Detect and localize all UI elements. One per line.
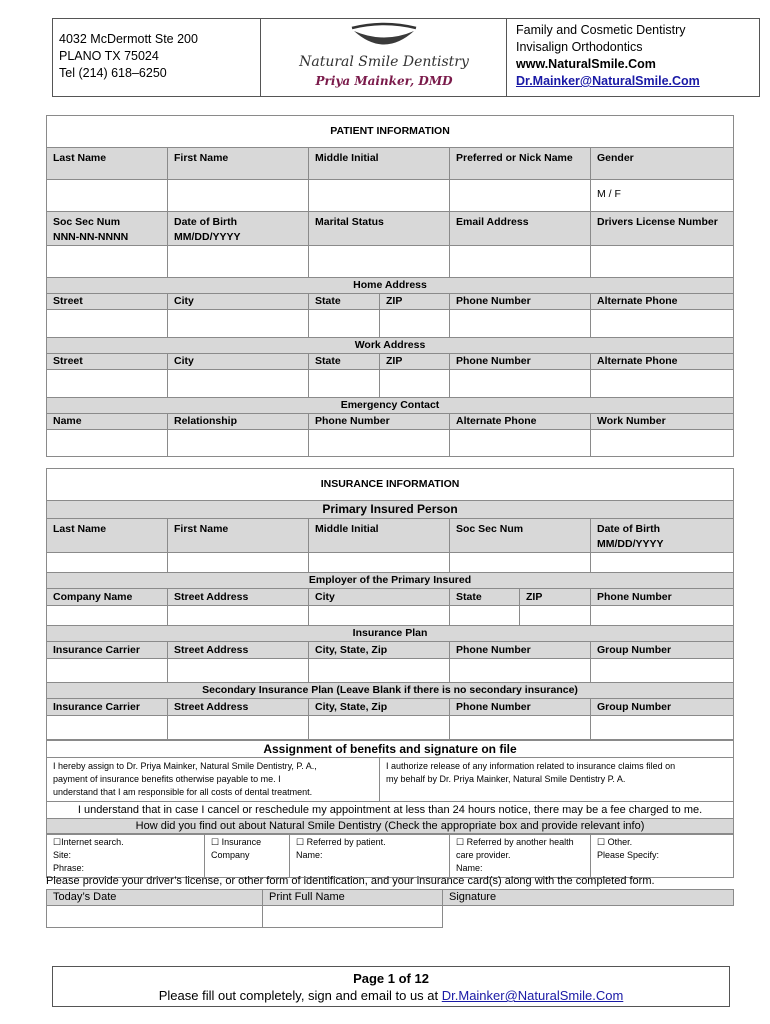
field-last-name[interactable] (47, 180, 168, 212)
cancel-notice: I understand that in case I cancel or reschedule my appointment at less than 24 hours notice, there may be a fee charged to me. (47, 802, 734, 819)
work-field-alt-phone[interactable] (591, 370, 734, 398)
plan-label-street: Street Address (168, 642, 309, 659)
emp-field-city[interactable] (309, 606, 450, 626)
home-label-zip: ZIP (380, 294, 450, 310)
work-label-street: Street (47, 354, 168, 370)
label-nickname: Preferred or Nick Name (450, 148, 591, 180)
plan-label-group: Group Number (591, 642, 734, 659)
option-patient-checkbox[interactable]: ☐ Referred by patient. (296, 837, 386, 847)
ins-field-dob[interactable] (591, 553, 734, 573)
label-gender: Gender (591, 148, 734, 180)
field-license[interactable] (591, 246, 734, 278)
emp-label-company: Company Name (47, 589, 168, 606)
how-found-title: How did you find out about Natural Smile Dentistry (Check the appropriate box and provide relevant info) (47, 819, 734, 835)
field-middle-initial[interactable] (309, 180, 450, 212)
field-ssn[interactable] (47, 246, 168, 278)
plan-field-city-state-zip[interactable] (309, 659, 450, 683)
ins-label-dob-format: MM/DD/YYYY (597, 538, 664, 550)
label-middle-initial: Middle Initial (309, 148, 450, 180)
label-dob-text: Date of Birth (174, 216, 237, 228)
option-provider-name: Name: (456, 863, 483, 873)
provide-id-text: Please provide your driver’s license, or other form of identification, and your insurance card(s) along with the completed form. (46, 875, 655, 887)
sec-field-phone[interactable] (450, 716, 591, 740)
emerg-field-name[interactable] (47, 430, 168, 457)
assignment-table (46, 740, 734, 835)
assignment-title: Assignment of benefits and signature on file (47, 741, 734, 758)
label-last-name: Last Name (47, 148, 168, 180)
work-label-state: State (309, 354, 380, 370)
label-dob-format: MM/DD/YYYY (174, 231, 241, 243)
work-label-alt-phone: Alternate Phone (591, 354, 734, 370)
fill-instructions-text: Please fill out completely, sign and email to us at (158, 988, 442, 1003)
label-marital-status: Marital Status (309, 212, 450, 246)
assign-left-line3: understand that I am responsible for all costs of dental treatment. (53, 787, 313, 797)
field-first-name[interactable] (168, 180, 309, 212)
website-text: www.NaturalSmile.Com (516, 57, 656, 71)
logo-name: Natural Smile Dentistry (299, 54, 469, 70)
option-patient-referral[interactable] (290, 834, 450, 878)
assignment-right-text (380, 758, 734, 802)
work-address-title: Work Address (47, 338, 734, 354)
smile-logo-icon (344, 22, 424, 52)
option-provider-text: care provider. (456, 850, 511, 860)
emerg-field-work[interactable] (591, 430, 734, 457)
home-field-street[interactable] (47, 310, 168, 338)
label-ssn-format: NNN-NN-NNNN (53, 231, 129, 243)
page-footer-box (52, 966, 730, 1007)
work-label-phone: Phone Number (450, 354, 591, 370)
home-label-phone: Phone Number (450, 294, 591, 310)
emerg-field-phone[interactable] (309, 430, 450, 457)
field-gender[interactable]: M / F (591, 180, 734, 212)
option-other-specify: Please Specify: (597, 850, 660, 860)
home-label-alt-phone: Alternate Phone (591, 294, 734, 310)
ins-label-ssn: Soc Sec Num (450, 519, 591, 553)
plan-field-carrier[interactable] (47, 659, 168, 683)
insurance-plan-title: Insurance Plan (47, 626, 734, 642)
option-insurance[interactable] (205, 834, 290, 878)
assignment-left-text (47, 758, 380, 802)
ins-field-ssn[interactable] (450, 553, 591, 573)
work-field-state[interactable] (309, 370, 380, 398)
plan-label-city-state-zip: City, State, Zip (309, 642, 450, 659)
home-field-zip[interactable] (380, 310, 450, 338)
signature-table (46, 889, 734, 928)
sec-label-phone: Phone Number (450, 699, 591, 716)
field-signature[interactable] (443, 906, 734, 928)
address-line2: PLANO TX 75024 (59, 49, 159, 63)
home-field-phone[interactable] (450, 310, 591, 338)
emp-label-state: State (450, 589, 520, 606)
label-print-name: Print Full Name (263, 890, 443, 906)
option-internet-checkbox[interactable]: ☐Internet search. (53, 837, 124, 847)
option-other[interactable] (591, 834, 734, 878)
assign-left-line1: I hereby assign to Dr. Priya Mainker, Natural Smile Dentistry, P. A., (53, 761, 317, 771)
emp-label-phone: Phone Number (591, 589, 734, 606)
work-field-street[interactable] (47, 370, 168, 398)
assign-left-line2: payment of insurance benefits otherwise payable to me. I (53, 774, 281, 784)
email-link[interactable]: Dr.Mainker@NaturalSmile.Com (516, 74, 700, 88)
option-internet[interactable] (47, 834, 205, 878)
home-field-city[interactable] (168, 310, 309, 338)
home-field-state[interactable] (309, 310, 380, 338)
emp-label-zip: ZIP (520, 589, 591, 606)
fill-instructions (53, 988, 729, 1003)
sec-field-carrier[interactable] (47, 716, 168, 740)
emerg-label-work: Work Number (591, 414, 734, 430)
emp-field-phone[interactable] (591, 606, 734, 626)
plan-field-phone[interactable] (450, 659, 591, 683)
logo (262, 20, 506, 96)
phone-number: Tel (214) 618–6250 (59, 66, 167, 80)
insurance-info-table (46, 468, 734, 740)
assign-right-line2: my behalf by Dr. Priya Mainker, Natural Smile Dentistry P. A. (386, 774, 626, 784)
plan-label-carrier: Insurance Carrier (47, 642, 168, 659)
ins-field-last-name[interactable] (47, 553, 168, 573)
work-field-zip[interactable] (380, 370, 450, 398)
field-email[interactable] (450, 246, 591, 278)
work-label-zip: ZIP (380, 354, 450, 370)
option-insurance-checkbox[interactable]: ☐ Insurance (211, 837, 262, 847)
label-license: Drivers License Number (591, 212, 734, 246)
option-provider-referral[interactable] (450, 834, 591, 878)
option-internet-site: Site: (53, 850, 72, 860)
services-block (516, 22, 700, 90)
home-label-city: City (168, 294, 309, 310)
emerg-label-phone: Phone Number (309, 414, 450, 430)
plan-label-phone: Phone Number (450, 642, 591, 659)
emerg-field-relationship[interactable] (168, 430, 309, 457)
page-number: Page 1 of 12 (353, 971, 429, 986)
home-label-state: State (309, 294, 380, 310)
option-other-checkbox[interactable]: ☐ Other. (597, 837, 633, 847)
emerg-label-name: Name (47, 414, 168, 430)
secondary-plan-title: Secondary Insurance Plan (Leave Blank if there is no secondary insurance) (47, 683, 734, 699)
ins-field-first-name[interactable] (168, 553, 309, 573)
address-block (59, 31, 198, 82)
field-dob[interactable] (168, 246, 309, 278)
emp-field-zip[interactable] (520, 606, 591, 626)
field-marital-status[interactable] (309, 246, 450, 278)
label-signature: Signature (443, 890, 734, 906)
label-email: Email Address (450, 212, 591, 246)
referral-options-table (46, 833, 734, 878)
sec-label-street: Street Address (168, 699, 309, 716)
assign-right-line1: I authorize release of any information related to insurance claims filed on (386, 761, 676, 771)
label-ssn-text: Soc Sec Num (53, 216, 121, 228)
work-field-phone[interactable] (450, 370, 591, 398)
home-field-alt-phone[interactable] (591, 310, 734, 338)
option-insurance-company: Company (211, 850, 250, 860)
sec-field-street[interactable] (168, 716, 309, 740)
ins-field-middle-initial[interactable] (309, 553, 450, 573)
ins-label-last-name: Last Name (47, 519, 168, 553)
footer-email-link[interactable]: Dr.Mainker@NaturalSmile.Com (441, 988, 624, 1003)
emp-field-state[interactable] (450, 606, 520, 626)
emp-label-city: City (309, 589, 450, 606)
label-dob (168, 212, 309, 246)
ins-label-first-name: First Name (168, 519, 309, 553)
sec-label-city-state-zip: City, State, Zip (309, 699, 450, 716)
label-first-name: First Name (168, 148, 309, 180)
field-nickname[interactable] (450, 180, 591, 212)
sec-field-group[interactable] (591, 716, 734, 740)
emp-label-street: Street Address (168, 589, 309, 606)
emerg-field-alt-phone[interactable] (450, 430, 591, 457)
sec-label-group: Group Number (591, 699, 734, 716)
label-todays-date: Today’s Date (47, 890, 263, 906)
option-provider-checkbox[interactable]: ☐ Referred by another health (456, 837, 574, 847)
home-label-street: Street (47, 294, 168, 310)
emerg-label-alt-phone: Alternate Phone (450, 414, 591, 430)
option-internet-phrase: Phrase: (53, 863, 85, 873)
logo-doctor: Priya Mainker, DMD (315, 74, 453, 88)
field-todays-date[interactable] (47, 906, 263, 928)
primary-insured-title: Primary Insured Person (47, 501, 734, 519)
address-line1: 4032 McDermott Ste 200 (59, 32, 198, 46)
patient-info-table (46, 115, 734, 457)
emp-field-street[interactable] (168, 606, 309, 626)
work-label-city: City (168, 354, 309, 370)
sec-label-carrier: Insurance Carrier (47, 699, 168, 716)
field-print-name[interactable] (263, 906, 443, 928)
emerg-label-relationship: Relationship (168, 414, 309, 430)
employer-title: Employer of the Primary Insured (47, 573, 734, 589)
sec-field-city-state-zip[interactable] (309, 716, 450, 740)
plan-field-group[interactable] (591, 659, 734, 683)
service-invisalign: Invisalign Orthodontics (516, 40, 643, 54)
home-address-title: Home Address (47, 278, 734, 294)
ins-label-dob (591, 519, 734, 553)
emp-field-company[interactable] (47, 606, 168, 626)
service-family: Family and Cosmetic Dentistry (516, 23, 686, 37)
work-field-city[interactable] (168, 370, 309, 398)
plan-field-street[interactable] (168, 659, 309, 683)
insurance-section-title: INSURANCE INFORMATION (47, 469, 734, 501)
ins-label-dob-text: Date of Birth (597, 523, 660, 535)
ins-label-middle-initial: Middle Initial (309, 519, 450, 553)
label-ssn (47, 212, 168, 246)
emergency-contact-title: Emergency Contact (47, 398, 734, 414)
patient-section-title: PATIENT INFORMATION (47, 116, 734, 148)
option-patient-name: Name: (296, 850, 323, 860)
